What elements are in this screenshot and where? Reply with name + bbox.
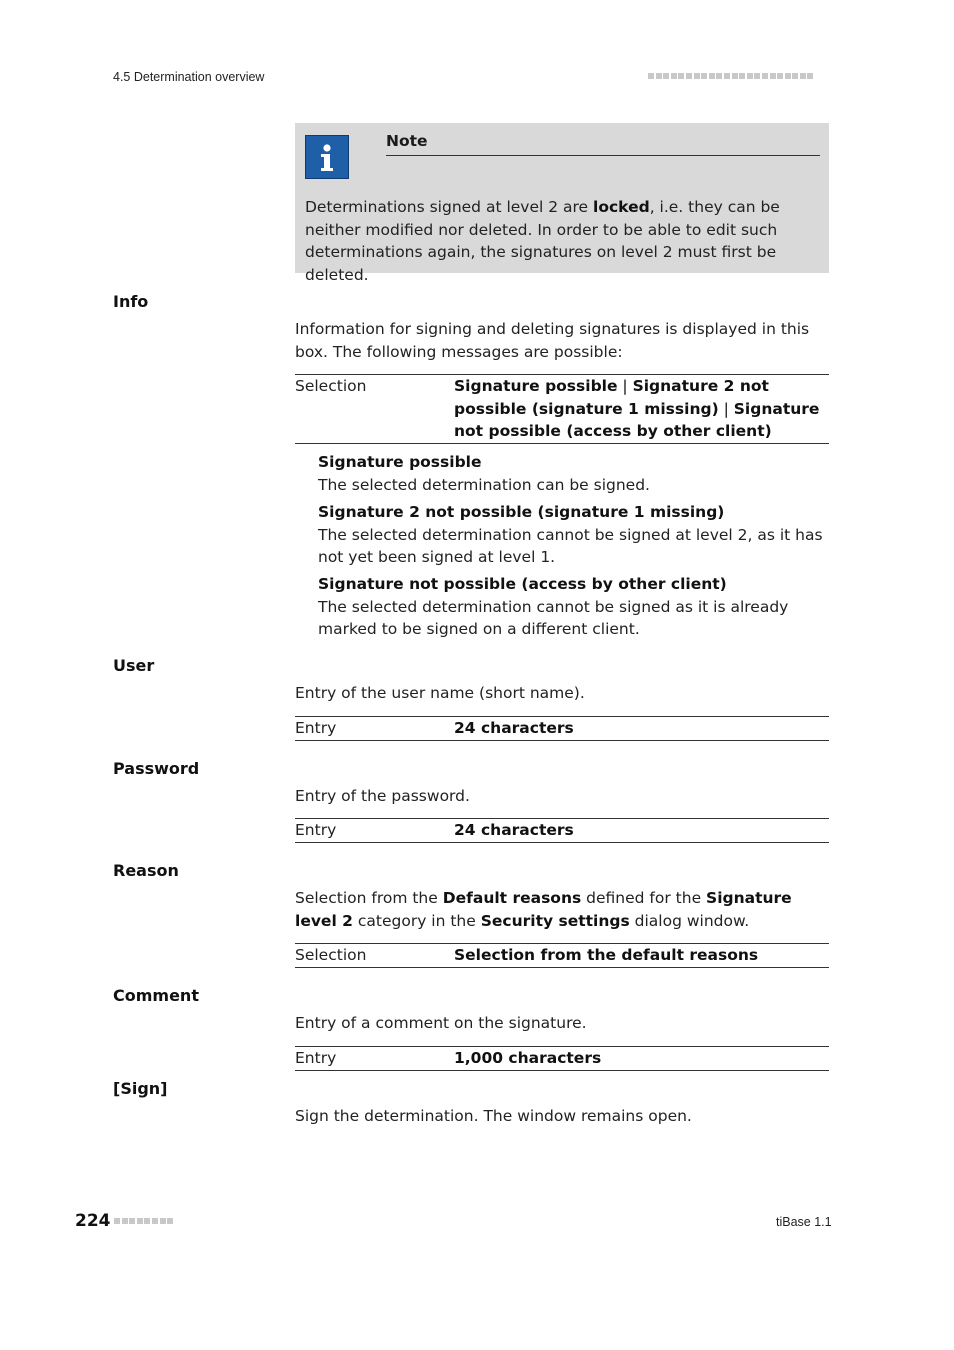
section-header: 4.5 Determination overview [113,70,265,84]
info-heading: Info [113,292,149,311]
reason-parameter-row [295,943,829,968]
comment-heading: Comment [113,986,199,1005]
option-item [318,501,829,569]
param-value: 1,000 characters [454,1049,602,1067]
info-parameter-row [295,374,829,444]
user-parameter-row [295,716,829,741]
header-dots-decoration [648,73,813,79]
param-label: Entry [295,821,337,839]
param-label: Entry [295,1049,337,1067]
page-number: 224 [75,1211,111,1231]
param-label: Entry [295,719,337,737]
option-description: The selected determination cannot be signed at level 2, as it has not yet been signed at level 1. [318,525,823,566]
info-icon [305,135,349,179]
user-heading: User [113,656,155,675]
note-divider [386,155,820,156]
sign-heading: [Sign] [113,1079,168,1098]
product-name: tiBase 1.1 [776,1215,832,1229]
password-description: Entry of the password. [295,787,470,805]
option-title: Signature 2 not possible (signature 1 missing) [318,503,725,521]
comment-parameter-row [295,1046,829,1071]
option-description: The selected determination can be signed. [318,475,650,494]
password-parameter-row [295,818,829,843]
comment-description: Entry of a comment on the signature. [295,1014,587,1032]
user-description: Entry of the user name (short name). [295,684,585,702]
param-value: 24 characters [454,821,574,839]
option-description: The selected determination cannot be signed as it is already marked to be signed on a different client. [318,597,789,638]
option-item [318,573,829,641]
sign-description: Sign the determination. The window remains open. [295,1107,692,1125]
option-title: Signature not possible (access by other client) [318,575,727,593]
note-title: Note [386,132,428,150]
password-heading: Password [113,759,200,778]
param-value: Selection from the default reasons [454,946,759,964]
info-description: Information for signing and deleting signatures is displayed in this box. The following messages are possible: [295,320,810,361]
footer-dots-decoration [114,1218,173,1224]
option-title: Signature possible [318,453,482,471]
option-item [318,451,829,496]
param-value: Signature possible | Signature 2 not possible (signature 1 missing) | Signature not possible (access by other client) [454,377,820,440]
reason-description: Selection from the Default reasons defined for the Signature level 2 category in the Security settings dialog window. [295,889,792,930]
reason-heading: Reason [113,861,179,880]
note-text: Determinations signed at level 2 are locked, i.e. they can be neither modified nor deleted. In order to be able to edit such determinations again, the signatures on level 2 must first be deleted. [305,198,780,284]
param-label: Selection [295,946,367,964]
note-locked-term: locked [593,198,650,216]
param-value: 24 characters [454,719,574,737]
param-label: Selection [295,377,367,395]
